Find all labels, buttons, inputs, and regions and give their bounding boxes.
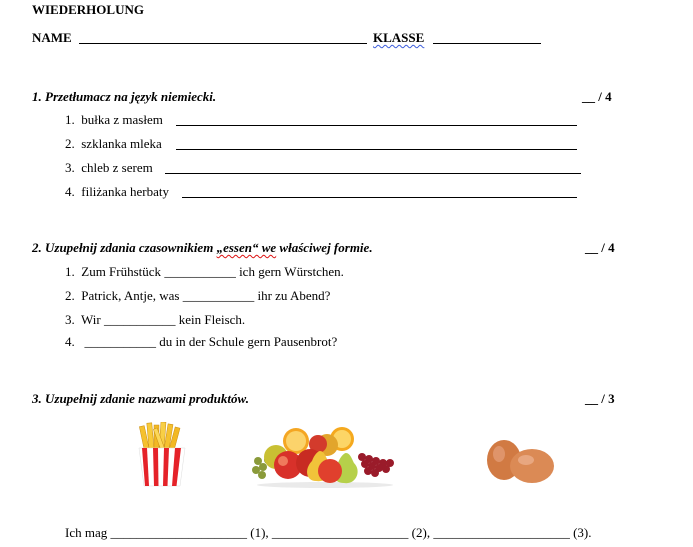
item-number: 3. — [65, 312, 75, 327]
item-text: bułka z masłem — [81, 112, 163, 127]
answer-line[interactable] — [176, 149, 577, 150]
list-item — [65, 136, 162, 152]
blank-3[interactable]: _____________________ — [433, 525, 570, 540]
list-item — [65, 184, 169, 200]
product-sentence — [65, 525, 592, 541]
worksheet-title: WIEDERHOLUNG — [32, 2, 144, 17]
sentence-end: du in der Schule gern Pausenbrot? — [159, 334, 338, 349]
answer-line[interactable] — [176, 125, 577, 126]
class-label: KLASSE — [373, 30, 425, 45]
blank[interactable]: ___________ — [182, 288, 255, 303]
fruits-image — [252, 427, 398, 489]
list-item — [65, 334, 337, 350]
section3-score: __ / 3 — [585, 391, 615, 406]
blank[interactable]: ___________ — [84, 334, 156, 349]
list-item — [65, 160, 153, 176]
sentence-end: ich gern Würstchen. — [239, 264, 344, 279]
section3-heading: 3. Uzupełnij zdanie nazwami produktów. — [32, 391, 249, 406]
list-item — [65, 312, 245, 328]
item-number: 1. — [65, 264, 75, 279]
section2-score: __ / 4 — [585, 240, 615, 255]
list-item — [65, 112, 163, 128]
blank[interactable]: ___________ — [103, 312, 176, 327]
answer-line[interactable] — [182, 197, 577, 198]
sentence-start: Patrick, Antje, was — [81, 288, 180, 303]
section1-heading: 1. Przetłumacz na język niemiecki. — [32, 89, 217, 104]
blank-1[interactable]: _____________________ — [110, 525, 247, 540]
list-item — [65, 288, 330, 304]
blank[interactable]: ___________ — [164, 264, 236, 279]
heading-part: właściwej formie. — [276, 240, 373, 255]
item-text: szklanka mleka — [81, 136, 162, 151]
ref-3: (3). — [573, 525, 592, 540]
sentence-start: Zum Frühstück — [81, 264, 162, 279]
heading-verb: „essen“ we — [216, 240, 277, 255]
sentence-start: Wir — [81, 312, 101, 327]
heading-part: 2. Uzupełnij zdania czasownikiem — [32, 240, 217, 255]
item-number: 4. — [65, 184, 75, 199]
item-number: 2. — [65, 288, 75, 303]
ref-2: (2), — [411, 525, 431, 540]
section2-heading — [32, 240, 373, 256]
item-number: 1. — [65, 112, 75, 127]
item-number: 4. — [65, 334, 75, 349]
answer-line[interactable] — [165, 173, 581, 174]
section1-score: __ / 4 — [582, 89, 612, 104]
sentence-end: ihr zu Abend? — [257, 288, 331, 303]
name-line[interactable] — [79, 43, 367, 44]
item-text: chleb z serem — [81, 160, 153, 175]
item-number: 2. — [65, 136, 75, 151]
class-line[interactable] — [433, 43, 541, 44]
list-item — [65, 264, 344, 280]
name-label: NAME — [32, 30, 72, 45]
item-text: filiżanka herbaty — [81, 184, 169, 199]
sentence-start: Ich mag — [65, 525, 108, 540]
sentence-end: kein Fleisch. — [178, 312, 246, 327]
item-number: 3. — [65, 160, 75, 175]
fries-image — [135, 422, 189, 488]
blank-2[interactable]: _____________________ — [271, 525, 409, 540]
eggs-image — [484, 438, 556, 486]
ref-1: (1), — [250, 525, 269, 540]
